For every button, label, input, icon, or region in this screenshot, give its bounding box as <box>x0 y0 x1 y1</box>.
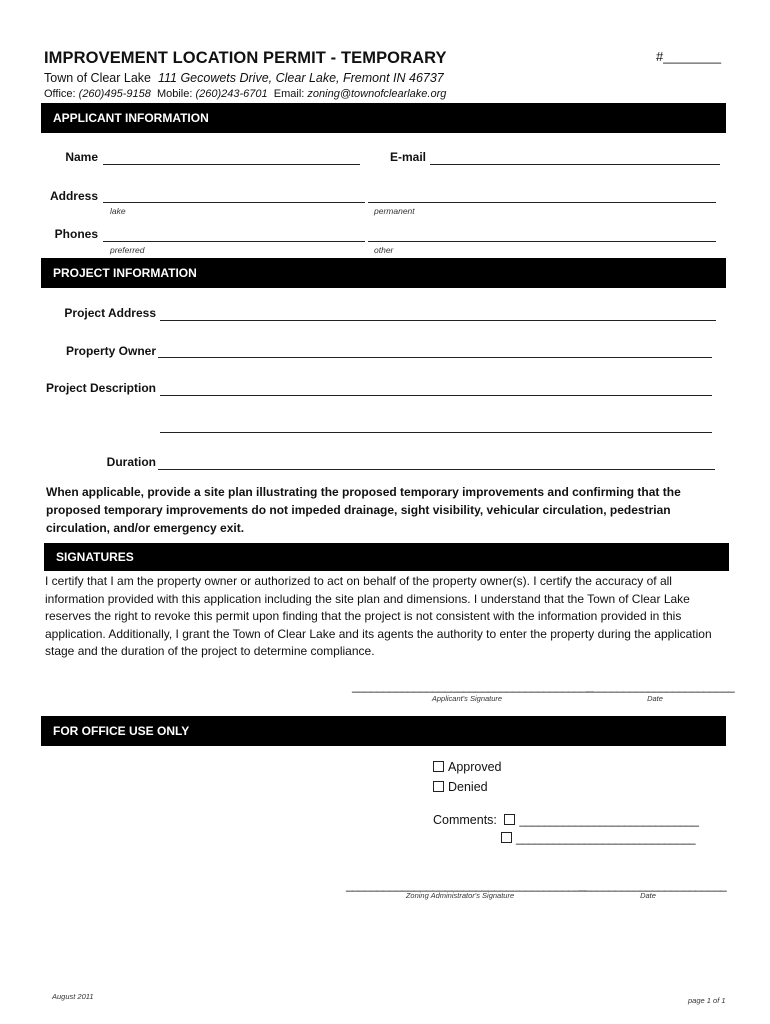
contact-line <box>44 88 446 100</box>
comments-line-2[interactable]: _____________________________ <box>516 831 696 845</box>
preferred-caption: preferred <box>110 245 145 255</box>
town-street-address: 111 Gecowets Drive, Clear Lake, Fremont IN 46737 <box>157 71 444 85</box>
signatures-section-header: SIGNATURES <box>44 543 729 571</box>
mobile-label: Mobile: <box>156 88 193 100</box>
phones-label: Phones <box>54 227 98 241</box>
site-plan-note: When applicable, provide a site plan illustrating the proposed temporary improvements and confirming that the proposed temporary improvements do not impeded drainage, sight visibility, vehicular circulation, pedestrian circulation, and/or emergency exit. <box>46 485 681 535</box>
lake-caption: lake <box>110 206 126 216</box>
project-description-field[interactable] <box>160 395 712 396</box>
name-label: Name <box>65 150 98 164</box>
project-description-field-line2[interactable] <box>160 432 712 433</box>
preferred-phone-field[interactable] <box>103 241 365 242</box>
comments-row-2 <box>501 831 695 845</box>
permit-number: #________ <box>656 49 722 64</box>
applicant-date-caption: Date <box>647 694 663 703</box>
project-description-label: Project Description <box>45 381 156 395</box>
lake-address-field[interactable] <box>103 202 365 203</box>
project-address-label: Project Address <box>64 306 156 320</box>
comments-checkbox-2[interactable] <box>501 832 512 843</box>
project-address-field[interactable] <box>160 320 716 321</box>
town-address <box>44 71 444 85</box>
project-section-header: PROJECT INFORMATION <box>41 258 726 288</box>
comments-checkbox[interactable] <box>504 814 515 825</box>
town-name: Town of Clear Lake <box>44 71 152 85</box>
other-phone-field[interactable] <box>368 241 716 242</box>
comments-label: Comments: <box>433 813 497 827</box>
mobile-phone: (260)243-6701 <box>195 88 268 100</box>
certification-text: I certify that I am the property owner or authorized to act on behalf of the property owner(s). I certify the accuracy of all information provided with this application including the site plan and dimensions. I understand that the Town of Clear Lake reserves the right to revoke this permit upon finding that the project is not consistent with the information provided in this application. Additionally, I grant the Town of Clear Lake and its agents the authority to enter the property during the application stage and the duration of the project to determine compliance. <box>45 574 712 659</box>
denied-label: Denied <box>448 780 488 794</box>
office-label: Office: <box>44 88 76 100</box>
address-label: Address <box>49 189 98 203</box>
email-field[interactable] <box>430 164 720 165</box>
duration-label: Duration <box>106 455 156 469</box>
email-label: Email: <box>273 88 305 100</box>
admin-date-line[interactable]: ________________________ <box>578 878 727 892</box>
footer-date: August 2011 <box>52 992 94 1001</box>
applicant-signature-line[interactable]: _______________________________________ <box>352 679 593 693</box>
comments-row <box>433 813 698 827</box>
other-caption: other <box>374 245 394 255</box>
admin-signature-caption: Zoning Administrator's Signature <box>405 891 515 900</box>
applicant-signature-caption: Applicant's Signature <box>431 694 503 703</box>
denied-option[interactable] <box>433 780 488 794</box>
office-phone: (260)495-9158 <box>78 88 151 100</box>
permanent-address-field[interactable] <box>368 202 716 203</box>
admin-date-caption: Date <box>640 891 656 900</box>
email-label: E-mail <box>389 150 426 164</box>
property-owner-field[interactable] <box>158 357 712 358</box>
applicant-date-line[interactable]: ________________________ <box>586 679 735 693</box>
office-email: zoning@townofclearlake.org <box>307 88 447 100</box>
approved-label: Approved <box>448 760 502 774</box>
name-field[interactable] <box>103 164 360 165</box>
property-owner-label: Property Owner <box>65 344 156 358</box>
footer-page-number: page 1 of 1 <box>688 996 726 1005</box>
denied-checkbox[interactable] <box>433 781 444 792</box>
approved-checkbox[interactable] <box>433 761 444 772</box>
comments-line[interactable]: _____________________________ <box>519 813 699 827</box>
applicant-section-header: APPLICANT INFORMATION <box>41 103 726 133</box>
permanent-caption: permanent <box>374 206 415 216</box>
page-title: IMPROVEMENT LOCATION PERMIT - TEMPORARY <box>44 49 447 67</box>
office-use-section-header: FOR OFFICE USE ONLY <box>41 716 726 746</box>
duration-field[interactable] <box>158 469 715 470</box>
admin-signature-line[interactable]: _______________________________________ <box>346 878 587 892</box>
approved-option[interactable] <box>433 760 502 774</box>
